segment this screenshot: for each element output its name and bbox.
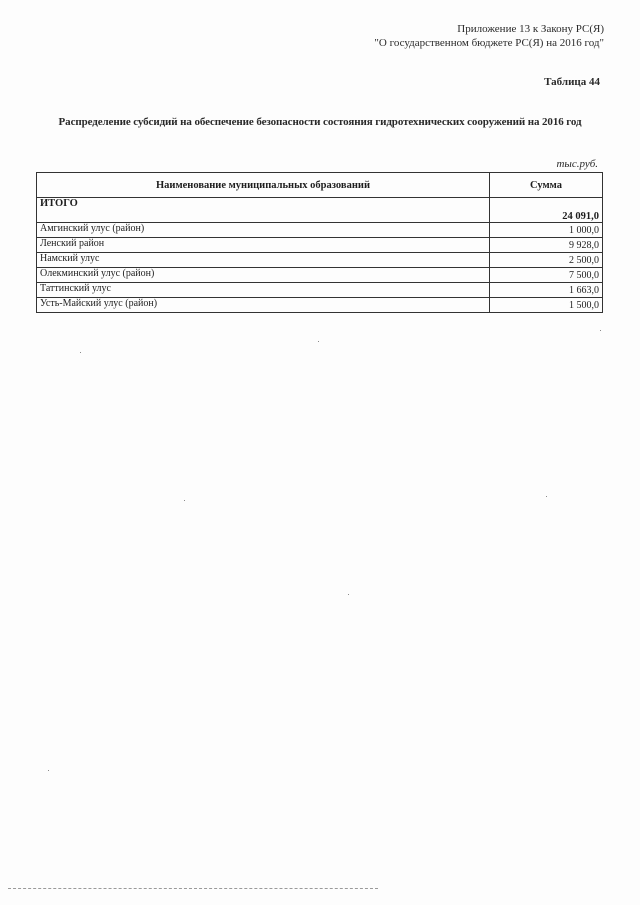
subsidy-amount: 2 500,0 (490, 253, 603, 268)
scan-speck (184, 500, 185, 501)
municipality-name: Намский улус (37, 253, 490, 268)
subsidy-amount: 9 928,0 (490, 238, 603, 253)
subsidy-amount: 1 000,0 (490, 223, 603, 238)
table-number: Таблица 44 (544, 76, 600, 88)
municipality-name: Усть-Майский улус (район) (37, 298, 490, 313)
scan-speck (348, 594, 349, 595)
subsidy-amount: 7 500,0 (490, 268, 603, 283)
document-title: Распределение субсидий на обеспечение безопасности состояния гидротехнических сооружений на 2016 год (58, 116, 582, 128)
total-label: ИТОГО (37, 198, 490, 223)
column-header-sum: Сумма (490, 173, 603, 198)
table-row (37, 268, 603, 283)
appendix-reference (374, 22, 604, 50)
table-row (37, 283, 603, 298)
table-row (37, 298, 603, 313)
column-header-name: Наименование муниципальных образований (37, 173, 490, 198)
units-label: тыс.руб. (556, 158, 598, 170)
scan-speck (318, 341, 319, 342)
municipality-name: Амгинский улус (район) (37, 223, 490, 238)
subsidy-table (36, 172, 603, 313)
scan-speck (546, 496, 547, 497)
municipality-name: Таттинский улус (37, 283, 490, 298)
table-row (37, 238, 603, 253)
table-header-row (37, 173, 603, 198)
appendix-line-2: "О государственном бюджете РС(Я) на 2016 год" (374, 37, 604, 49)
scan-speck (80, 352, 81, 353)
table-row (37, 253, 603, 268)
scan-speck (48, 770, 49, 771)
table-row (37, 223, 603, 238)
municipality-name: Олекминский улус (район) (37, 268, 490, 283)
total-sum: 24 091,0 (490, 198, 603, 223)
total-row (37, 198, 603, 223)
subsidy-amount: 1 663,0 (490, 283, 603, 298)
subsidy-amount: 1 500,0 (490, 298, 603, 313)
appendix-line-1: Приложение 13 к Закону РС(Я) (457, 23, 604, 35)
scan-edge-line (8, 888, 378, 889)
municipality-name: Ленский район (37, 238, 490, 253)
scan-speck (600, 330, 601, 331)
